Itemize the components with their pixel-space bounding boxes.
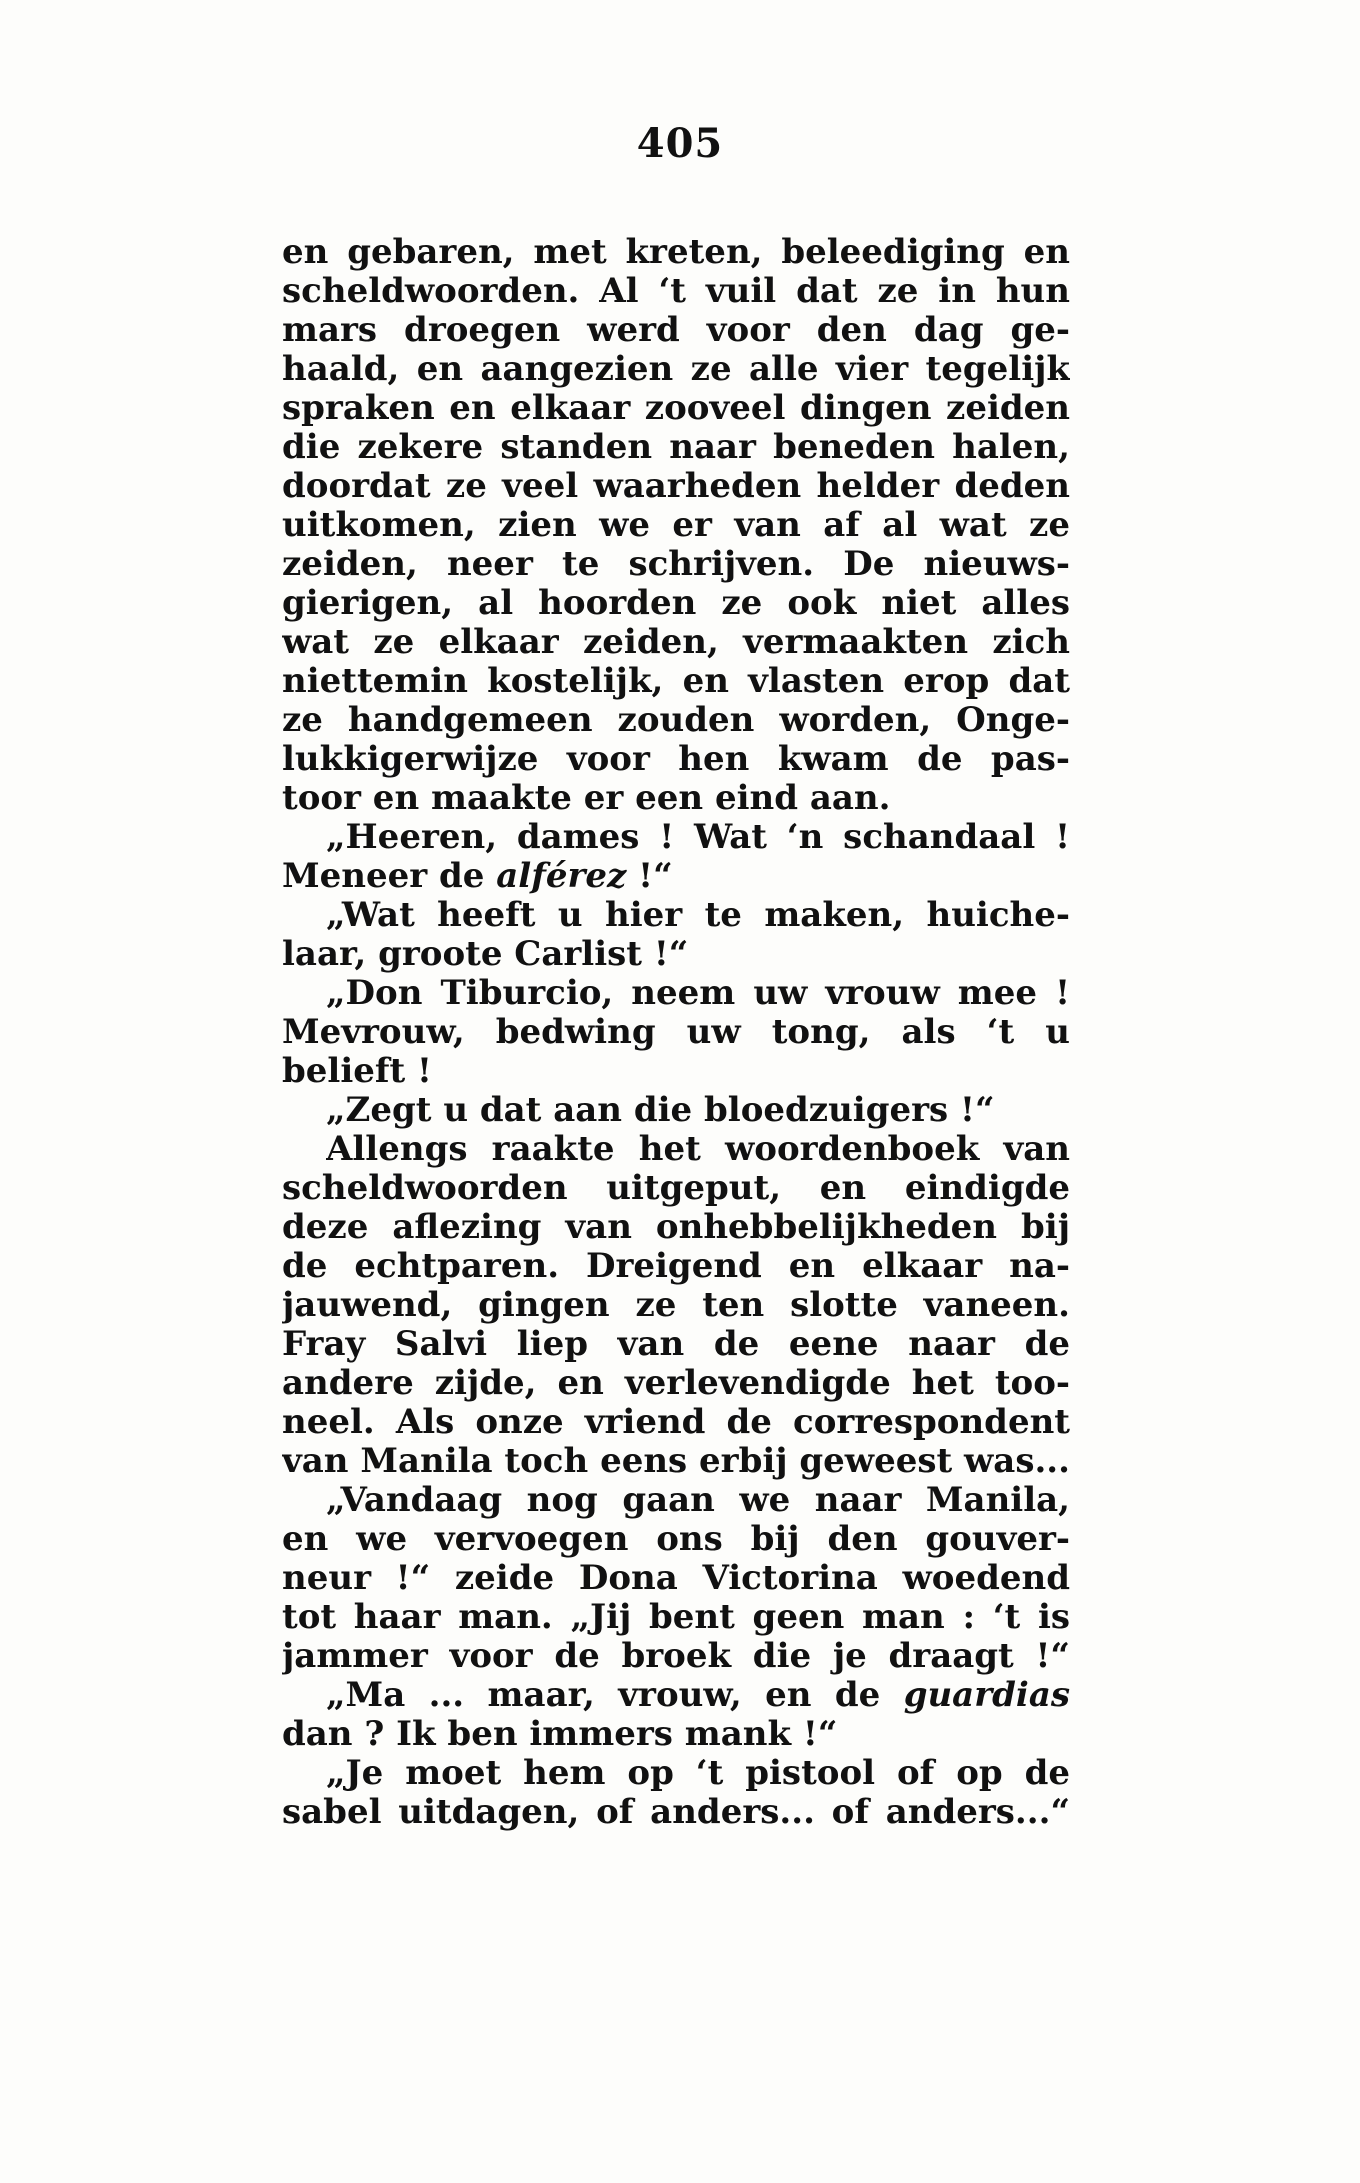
text-line: van Manila toch eens erbij geweest was...	[282, 1441, 1070, 1481]
text-line: mars droegen werd voor den dag ge-	[282, 310, 1070, 350]
text-line: en we vervoegen ons bij den gouver-	[282, 1519, 1070, 1559]
text-line: jauwend, gingen ze ten slotte vaneen.	[282, 1285, 1070, 1325]
text-line	[282, 854, 1070, 898]
text-run: „Ma ... maar, vrouw, en de	[326, 1675, 881, 1715]
text-line: toor en maakte er een eind aan.	[282, 778, 891, 818]
text-line: laar, groote Carlist !“	[282, 934, 689, 974]
text-line: Mevrouw, bedwing uw tong, als ‘t u	[282, 1012, 1070, 1052]
text-line: „Zegt u dat aan die bloedzuigers !“	[326, 1090, 995, 1130]
text-line: haald, en aangezien ze alle vier tegelijk	[282, 349, 1070, 389]
text-line: doordat ze veel waarheden helder deden	[282, 466, 1070, 506]
text-line: die zekere standen naar beneden halen,	[282, 427, 1070, 467]
text-line: lukkigerwijze voor hen kwam de pas-	[282, 739, 1070, 779]
text-line	[326, 1673, 1070, 1717]
text-line: en gebaren, met kreten, beleediging en	[282, 232, 1070, 272]
text-line: gierigen, al hoorden ze ook niet alles	[282, 583, 1070, 623]
text-line: belieft !	[282, 1051, 432, 1091]
text-line: ze handgemeen zouden worden, Onge-	[282, 700, 1070, 740]
text-line: Fray Salvi liep van de eene naar de	[282, 1324, 1070, 1364]
page-number: 405	[636, 120, 724, 167]
text-line: scheldwoorden. Al ‘t vuil dat ze in hun	[282, 271, 1070, 311]
text-line: „Je moet hem op ‘t pistool of op de	[326, 1753, 1070, 1793]
italic-term: alférez	[496, 856, 627, 896]
italic-term: guardias	[903, 1675, 1070, 1715]
text-line: sabel uitdagen, of anders... of anders...“	[282, 1792, 1070, 1832]
text-line: neel. Als onze vriend de correspondent	[282, 1402, 1070, 1442]
text-line: jammer voor de broek die je draagt !“	[282, 1636, 1070, 1676]
text-line: Allengs raakte het woordenboek van	[326, 1129, 1070, 1169]
text-line: uitkomen, zien we er van af al wat ze	[282, 505, 1070, 545]
text-line: dan ? Ik ben immers mank !“	[282, 1714, 838, 1754]
text-line: tot haar man. „Jij bent geen man : ‘t is	[282, 1597, 1070, 1637]
text-line: de echtparen. Dreigend en elkaar na-	[282, 1246, 1070, 1286]
text-line: andere zijde, en verlevendigde het too-	[282, 1363, 1070, 1403]
text-run: Meneer de	[282, 856, 485, 896]
text-line: neur !“ zeide Dona Victorina woedend	[282, 1558, 1070, 1598]
text-line: „Heeren, dames ! Wat ‘n schandaal !	[326, 817, 1070, 857]
text-line: wat ze elkaar zeiden, vermaakten zich	[282, 622, 1070, 662]
text-line: zeiden, neer te schrijven. De nieuws-	[282, 544, 1070, 584]
text-line: „Wat heeft u hier te maken, huiche-	[326, 895, 1070, 935]
text-line: „Don Tiburcio, neem uw vrouw mee !	[326, 973, 1070, 1013]
text-line: „Vandaag nog gaan we naar Manila,	[326, 1480, 1070, 1520]
text-run: !“	[626, 856, 673, 896]
text-line: scheldwoorden uitgeput, en eindigde	[282, 1168, 1070, 1208]
text-line: deze aflezing van onhebbelijkheden bij	[282, 1207, 1070, 1247]
text-line: niettemin kostelijk, en vlasten erop dat	[282, 661, 1070, 701]
text-line: spraken en elkaar zooveel dingen zeiden	[282, 388, 1070, 428]
